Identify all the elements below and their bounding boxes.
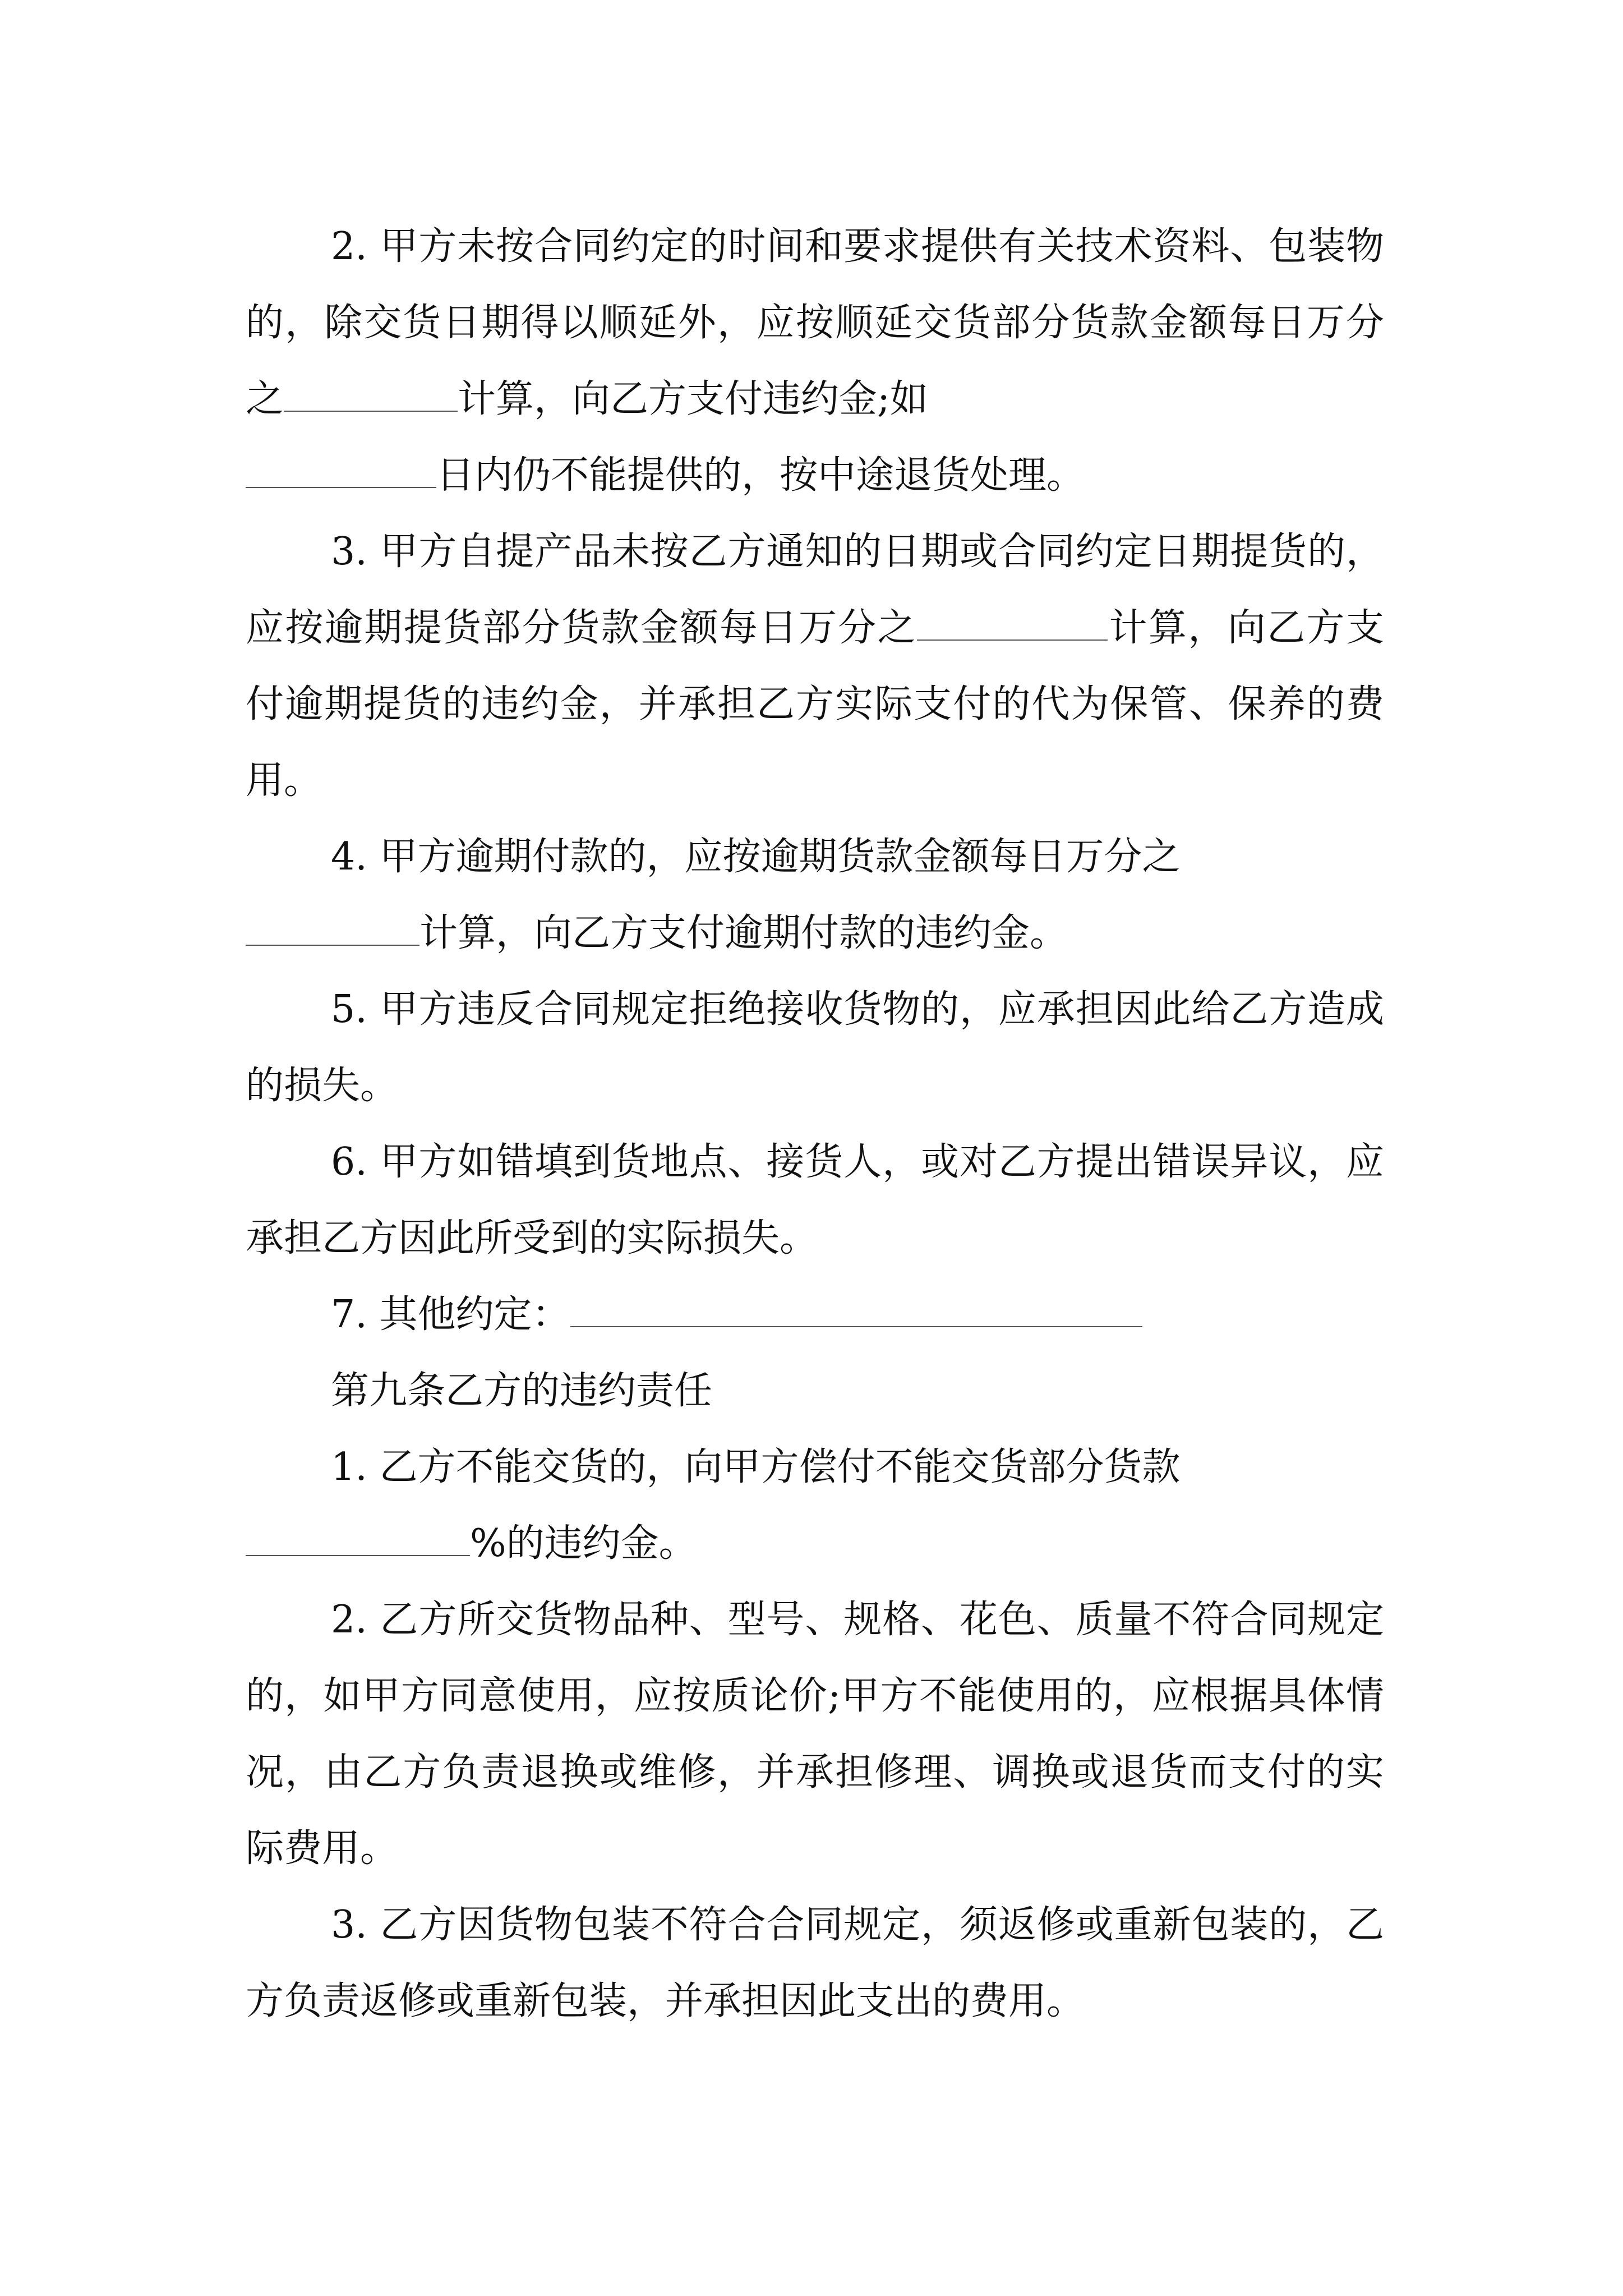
clause-text: 计算，向乙方支付违约金;如	[458, 377, 928, 421]
clause-text: 计算，向乙方支付逾期付款的违约金。	[419, 911, 1068, 955]
clause-text: 7. 其他约定：	[331, 1292, 570, 1337]
clause-text: 计算，向乙方支付逾期提货的违约金，并承担乙方实际支付的代为保管、保养的费用。	[246, 606, 1384, 803]
clause-text: 4. 甲方逾期付款的，应按逾期货款金额每日万分之	[331, 835, 1181, 879]
clause-party-b-2: 2. 乙方所交货物品种、型号、规格、花色、质量不符合同规定的，如甲方同意使用，应按质论价;甲方不能使用的，应根据具体情况，由乙方负责退换或维修，并承担修理、调换或退货而支付的实际费用。	[246, 1598, 1384, 1871]
clause-text: 3. 甲方自提产品未按乙方通知的日期或合同约定日期提货的，应按逾期提货部分货款金额每日万分之	[246, 530, 1384, 650]
section-heading: 第九条乙方的违约责任	[331, 1369, 713, 1413]
clause-party-a-2	[246, 209, 1384, 514]
clause-party-a-3	[246, 514, 1384, 819]
clause-text: 2. 甲方未按合同约定的时间和要求提供有关技术资料、包装物的，除交货日期得以顺延外，应按顺延交货部分货款金额每日万分之	[246, 224, 1384, 421]
fill-blank[interactable]	[246, 1521, 470, 1556]
document-body	[246, 209, 1384, 2040]
clause-text: %的违约金。	[470, 1521, 697, 1566]
fill-blank[interactable]	[284, 377, 458, 412]
clause-party-a-4	[246, 819, 1384, 972]
fill-blank[interactable]	[246, 911, 419, 946]
clause-party-b-3: 3. 乙方因货物包装不符合合同规定，须返修或重新包装的，乙方负责返修或重新包装，并承担因此支出的费用。	[246, 1903, 1384, 2023]
clause-text: 1. 乙方不能交货的，向甲方偿付不能交货部分货款	[331, 1445, 1181, 1489]
fill-blank[interactable]	[570, 1292, 1142, 1327]
clause-party-a-5: 5. 甲方违反合同规定拒绝接收货物的，应承担因此给乙方造成的损失。	[246, 987, 1384, 1108]
clause-party-a-7	[246, 1277, 1384, 1353]
clause-party-a-6: 6. 甲方如错填到货地点、接货人，或对乙方提出错误异议，应承担乙方因此所受到的实际损失。	[246, 1140, 1384, 1260]
clause-text: 日内仍不能提供的，按中途退货处理。	[436, 453, 1085, 498]
fill-blank[interactable]	[917, 606, 1108, 641]
clause-party-b-1	[246, 1429, 1384, 1582]
fill-blank[interactable]	[246, 453, 436, 488]
